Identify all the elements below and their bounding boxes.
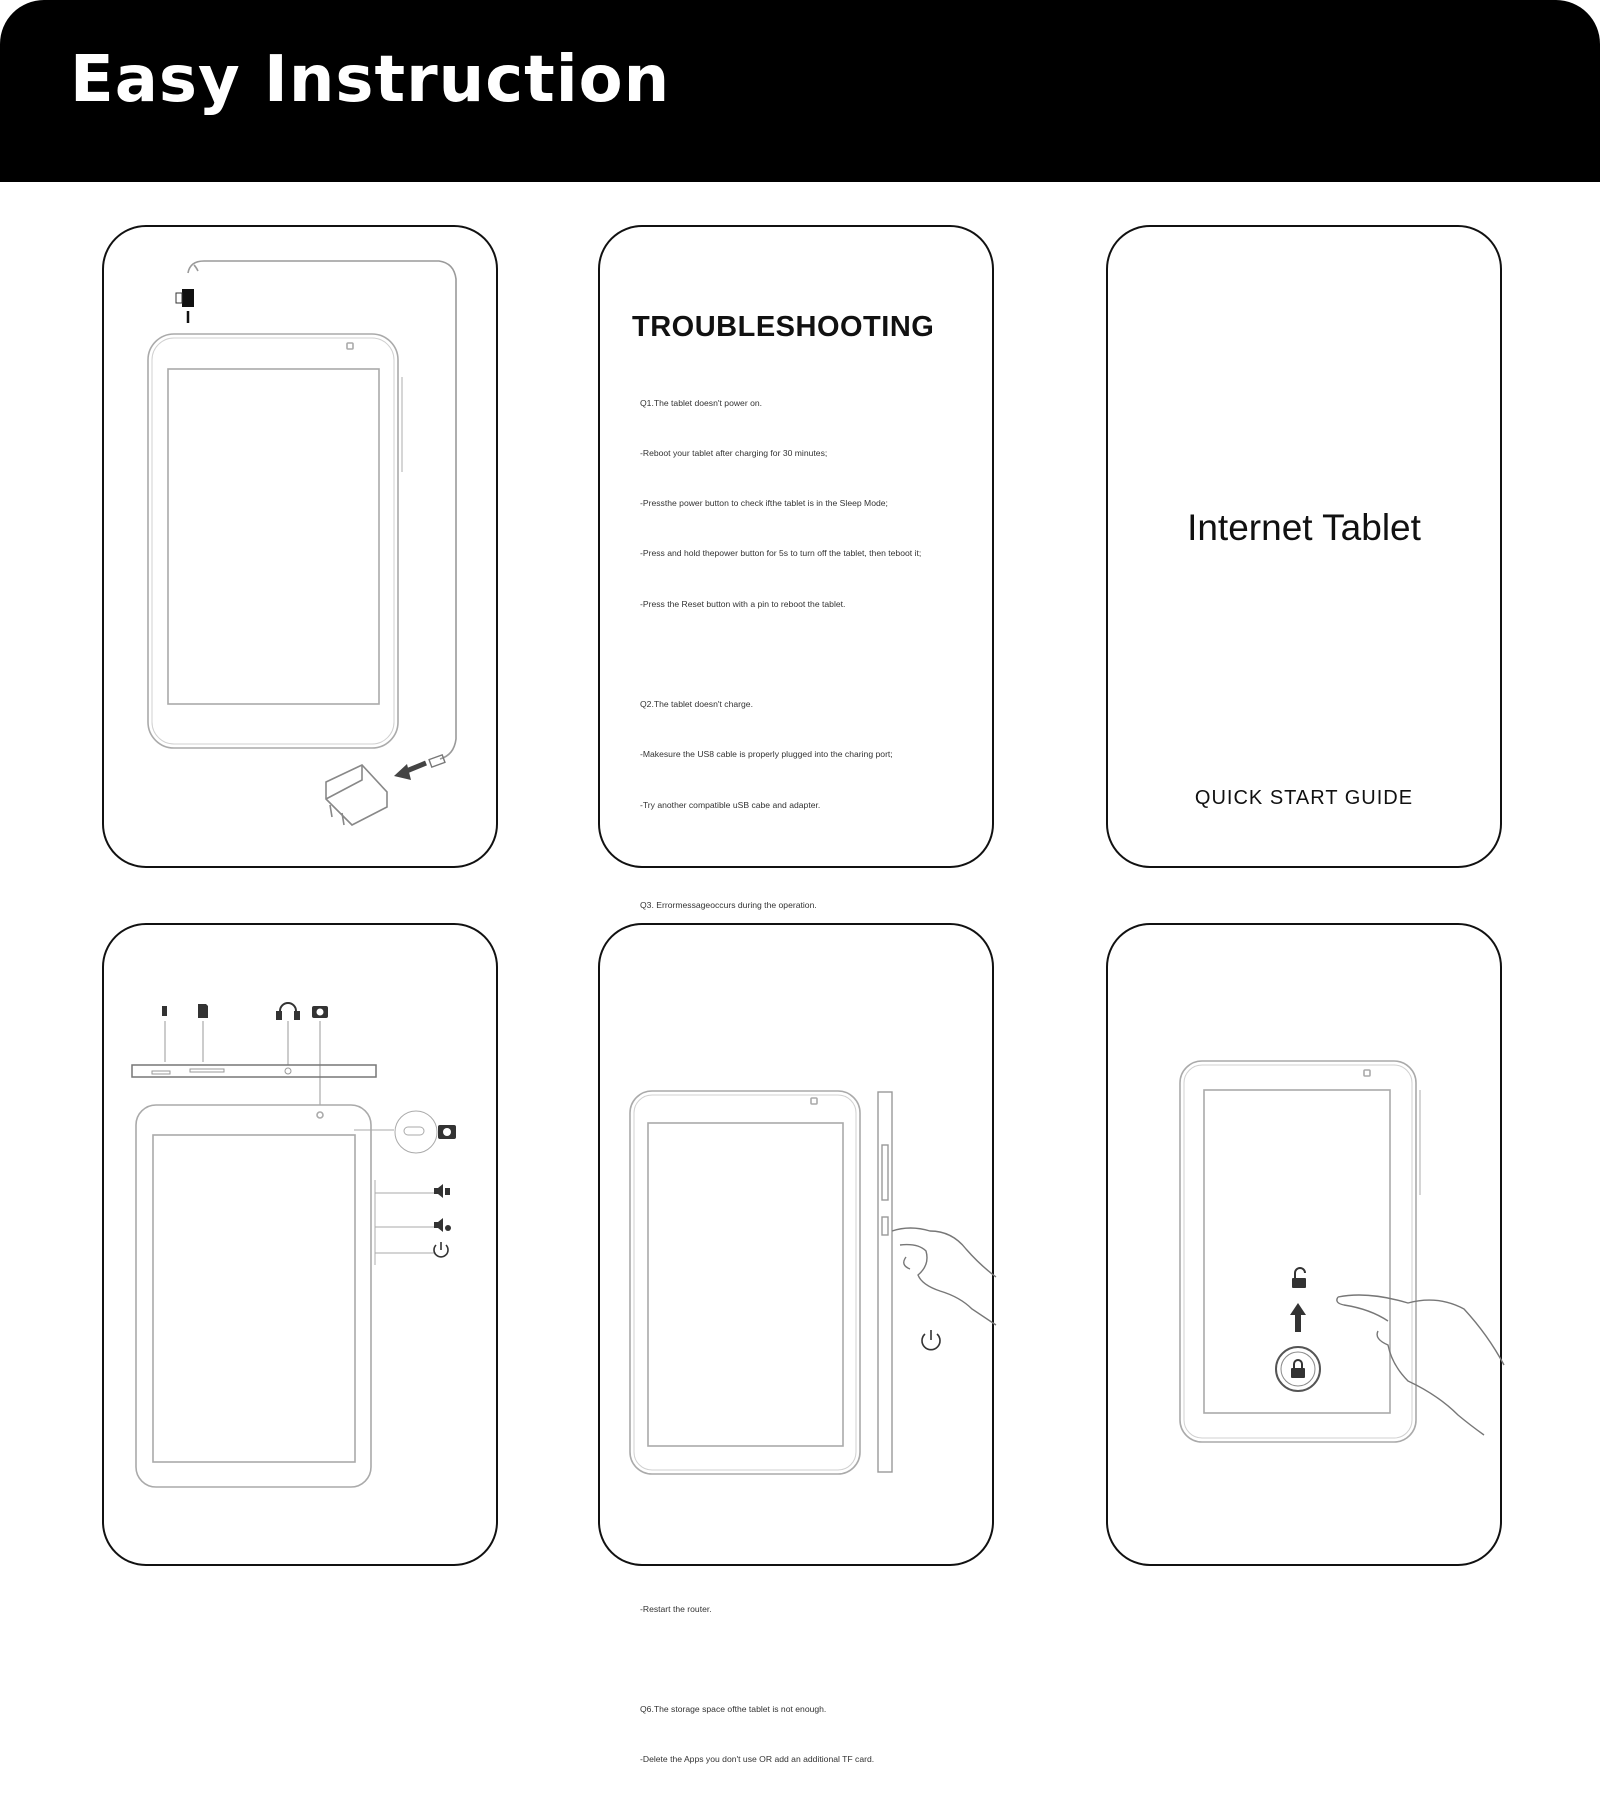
camera-icon: [312, 1006, 328, 1018]
charging-card: [102, 225, 498, 868]
cover-subtitle: QUICK START GUIDE: [1194, 787, 1414, 809]
camera-icon: [438, 1125, 456, 1139]
sd-card-icon: [198, 1004, 208, 1018]
ts-line: [640, 1651, 980, 1668]
ts-line: -Press the Reset button with a pin to reboot the tablet.: [640, 598, 846, 609]
headphone-icon: [277, 1003, 299, 1019]
arrow-icon: [394, 763, 426, 780]
padlock-icon: [1276, 1347, 1320, 1391]
volume-down-icon: [434, 1218, 451, 1232]
ts-line: [640, 646, 980, 663]
ts-line: Q1.The tablet doesn't power on.: [640, 397, 763, 408]
troubleshooting-card: [598, 225, 994, 1765]
troubleshooting-title: TROUBLESHOOTING: [632, 311, 935, 343]
ts-line: Q6.The storage space ofthe tablet is not enough.: [640, 1704, 827, 1714]
ts-line: -Makesure the US8 cable is properly plugged into the charing port;: [640, 749, 893, 760]
unlock-card: [1106, 923, 1502, 1566]
ts-line: [640, 847, 980, 864]
tablet-illustration: [1180, 1061, 1420, 1442]
cover-card: [1106, 225, 1502, 868]
cover-title: Internet Tablet: [1187, 507, 1421, 548]
usb-plug-icon: [176, 289, 194, 323]
up-arrow-icon: [1290, 1303, 1306, 1332]
power-on-illustration: [600, 925, 996, 1568]
tablet-illustration: [136, 1105, 375, 1487]
power-on-card: [598, 923, 994, 1566]
hand-icon: [892, 1228, 996, 1325]
hand-icon: [1337, 1295, 1504, 1435]
header-bar: [0, 0, 1600, 182]
page-title: Easy Instruction: [70, 43, 671, 117]
unlocked-padlock-icon: [1292, 1268, 1306, 1288]
ts-line: Q2.The tablet doesn't charge.: [640, 699, 753, 709]
power-icon: [922, 1330, 940, 1350]
power-adapter-icon: [326, 765, 387, 825]
ports-illustration: [104, 925, 500, 1568]
ts-line: -Delete the Apps you don't use OR add an additional TF card.: [640, 1754, 875, 1765]
ts-line: -Try another compatible uSB cabe and adapter.: [640, 799, 821, 810]
unlock-illustration: [1108, 925, 1504, 1568]
sim-slot-icon: [162, 1006, 167, 1016]
tablet-illustration: [148, 334, 402, 748]
ts-line: -Pressthe power button to check ifthe tablet is in the Sleep Mode;: [640, 498, 888, 508]
ports-card: [102, 923, 498, 1566]
power-icon: [434, 1242, 448, 1257]
charging-illustration: [104, 227, 500, 870]
tablet-illustration: [630, 1091, 860, 1474]
volume-up-icon: [434, 1184, 450, 1198]
ts-line: -Restart the router.: [640, 1603, 712, 1614]
ts-line: -Press and hold thepower button for 5s to turn off the tablet, then teboot it;: [640, 548, 922, 559]
ts-line: Q3. Errormessageoccurs during the operation.: [640, 900, 817, 910]
ts-line: -Reboot your tablet after charging for 30 minutes;: [640, 447, 828, 458]
